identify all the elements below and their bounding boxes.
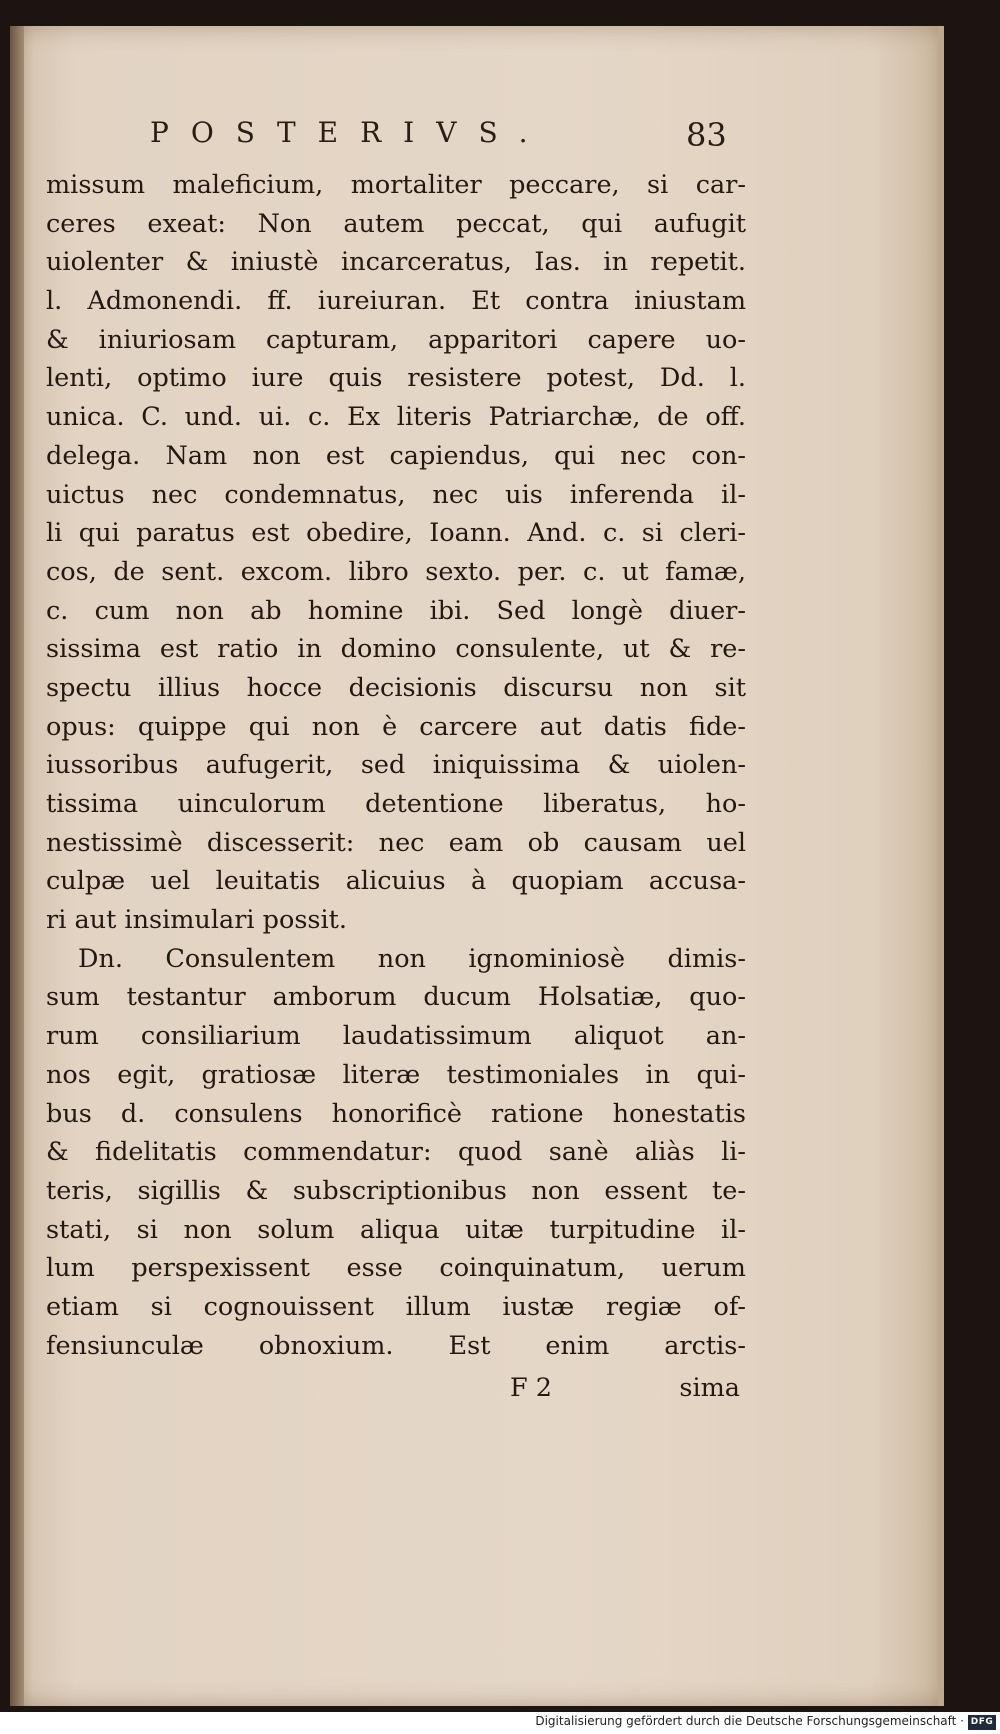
text-line: etiam si cognouissent illum iustæ regiæ of- [46,1291,746,1322]
page-number: 83 [686,116,727,154]
text-line: & fidelitatis commendatur: quod sanè aliàs li- [46,1137,746,1168]
text-line: lum perspexissent esse coinquinatum, uerum [46,1253,746,1284]
text-line: c. cum non ab homine ibi. Sed longè diuer- [46,595,746,626]
text-line: stati, si non solum aliqua uitæ turpitudine il- [46,1214,746,1245]
text-line: Dn. Consulentem non ignominiosè dimis- [78,943,746,974]
text-line: iussoribus aufugerit, sed iniquissima & uiolen- [46,750,746,781]
text-line: sum testantur amborum ducum Holsatiæ, quo- [46,982,746,1013]
text-line: unica. C. und. ui. c. Ex literis Patriarchæ, de off. [46,402,746,433]
text-line: uictus nec condemnatus, nec uis inferenda il- [46,479,746,510]
catchword: sima [679,1373,740,1403]
text-line: & iniuriosam capturam, apparitori capere uo- [46,324,746,355]
body-text [46,166,746,1365]
text-line: uiolenter & iniustè incarceratus, Ias. in repetit. [46,247,746,278]
text-line: sissima est ratio in domino consulente, ut & re- [46,634,746,665]
text-line: l. Admonendi. ff. iureiuran. Et contra iniustam [46,286,746,317]
text-line: tissima uinculorum detentione liberatus, ho- [46,789,746,819]
book-page [10,26,944,1706]
text-line: delega. Nam non est capiendus, qui nec con- [46,440,746,471]
text-line: missum maleficium, mortaliter peccare, si car- [46,170,746,200]
funding-credit: Digitalisierung gefördert durch die Deutsche Forschungsgemeinschaft · [535,1714,964,1728]
text-line: spectu illius hocce decisionis discursu non sit [46,672,746,703]
text-line: lenti, optimo iure quis resistere potest, Dd. l. [46,363,746,394]
text-line: cos, de sent. excom. libro sexto. per. c. ut famæ, [46,556,746,587]
running-head: POSTERIVS. [150,116,550,149]
text-line: nos egit, gratiosæ literæ testimoniales in qui- [46,1059,746,1090]
text-line: rum consiliarium laudatissimum aliquot an- [46,1021,746,1052]
page-edge [938,26,944,1706]
text-line: culpæ uel leuitatis alicuius à quopiam accusa- [46,866,746,897]
digitization-footer [0,1712,1000,1734]
text-line: ceres exeat: Non autem peccat, qui aufugit [46,208,746,239]
text-line: nestissimè discesserit: nec eam ob causam uel [46,827,746,858]
text-line: bus d. consulens honorificè ratione honestatis [46,1098,746,1129]
text-line: fensiunculæ obnoxium. Est enim arctis- [46,1330,746,1361]
text-line: ri aut insimulari possit. [46,905,348,936]
text-line: teris, sigillis & subscriptionibus non essent te- [46,1175,746,1206]
signature-mark: F 2 [510,1373,553,1403]
dfg-logo-icon: DFG [968,1715,996,1730]
page-foot [510,1373,740,1411]
text-line: li qui paratus est obedire, Ioann. And. c. si cleri- [46,518,746,549]
binding-gutter [10,26,24,1706]
text-line: opus: quippe qui non è carcere aut datis fide- [46,711,746,742]
